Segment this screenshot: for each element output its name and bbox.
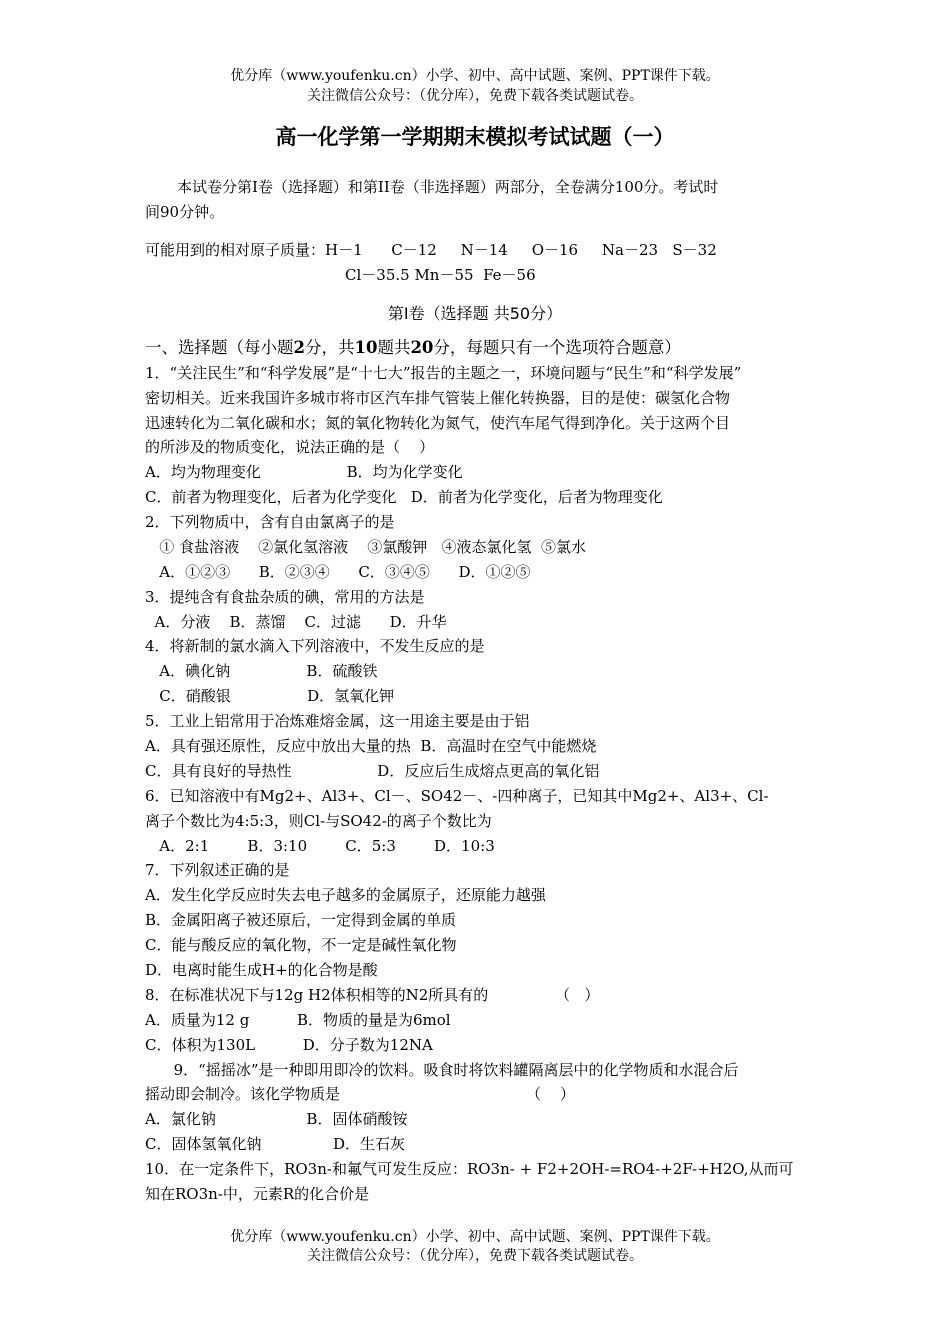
question-line: 摇动即会制冷。该化学物质是 （ ） — [145, 1085, 576, 1103]
question-line: A．发生化学反应时失去电子越多的金属原子，还原能力越强 — [145, 886, 546, 904]
question-line: D．电离时能生成H+的化合物是酸 — [145, 961, 378, 979]
question-line: A．均为物理变化 B．均为化学变化 — [145, 463, 463, 481]
footer-line-2: 关注微信公众号：（优分库），免费下载各类试题试卷。 — [307, 1248, 643, 1264]
question-line: 8．在标准状况下与12g H2体积相等的N2所具有的 （ ） — [145, 986, 600, 1004]
question-line: C．固体氢氧化钠 D．生石灰 — [145, 1135, 406, 1153]
question-line: 10．在一定条件下，RO3n-和氟气可发生反应：RO3n- + F2+2OH-=RO4-+2F-+H2O,从而可 — [145, 1160, 794, 1178]
question-line: A．①②③ B．②③④ C．③④⑤ D．①②⑤ — [145, 563, 531, 581]
question-line: 的所涉及的物质变化，说法正确的是（ ） — [145, 438, 435, 456]
section-title: 第Ⅰ卷（选择题 共50分） — [387, 304, 563, 323]
part-one-text-e: 题共 — [377, 338, 411, 357]
question-line: 迅速转化为二氧化碳和水；氮的氧化物转化为氮气，使汽车尾气得到净化。关于这两个目 — [145, 414, 731, 432]
question-line: 3．提纯含有食盐杂质的碘，常用的方法是 — [145, 588, 425, 606]
question-line: A．2:1 B．3:10 C．5:3 D．10:3 — [145, 837, 495, 855]
question-line: ① 食盐溶液 ②氯化氢溶液 ③氯酸钾 ④液态氯化氢 ⑤氯水 — [145, 538, 587, 556]
question-line: 6．已知溶液中有Mg2+、Al3+、Cl－、SO42－、-四种离子，已知其中Mg2+、Al3+、Cl- — [145, 787, 769, 805]
question-line: A．氯化钠 B．固体硝酸铵 — [145, 1110, 408, 1128]
question-line: A．具有强还原性，反应中放出大量的热 B．高温时在空气中能燃烧 — [145, 737, 597, 755]
part-one-total: 20 — [410, 338, 434, 357]
question-line: A．质量为12 g B．物质的量是为6mol — [145, 1011, 451, 1029]
part-one-heading — [145, 338, 681, 358]
part-one-text-a: 一、选择题（每小题 — [145, 338, 294, 357]
question-line: C．能与酸反应的氧化物，不一定是碱性氧化物 — [145, 936, 457, 954]
question-line: A．碘化钠 B．硫酸铁 — [145, 662, 378, 680]
question-line: B．金属阳离子被还原后，一定得到金属的单质 — [145, 911, 457, 929]
header-line-1: 优分库（www.youfenku.cn）小学、初中、高中试题、案例、PPT课件下载。 — [230, 68, 720, 84]
footer-line-1: 优分库（www.youfenku.cn）小学、初中、高中试题、案例、PPT课件下载。 — [230, 1229, 720, 1245]
question-line: A．分液 B．蒸馏 C．过滤 D．升华 — [145, 613, 447, 631]
intro-line-1: 本试卷分第I卷（选择题）和第II卷（非选择题）两部分，全卷满分100分。考试时 — [177, 178, 719, 196]
intro-line-2: 间90分钟。 — [145, 203, 225, 221]
part-one-score-per: 2 — [293, 338, 305, 357]
question-line: C．硝酸银 D．氢氧化钾 — [145, 687, 395, 705]
question-line: C．前者为物理变化，后者为化学变化 D．前者为化学变化，后者为物理变化 — [145, 488, 663, 506]
page-title: 高一化学第一学期期末模拟考试试题（一） — [275, 125, 675, 149]
part-one-count: 10 — [354, 338, 378, 357]
question-line: 4．将新制的氯水滴入下列溶液中，不发生反应的是 — [145, 637, 485, 655]
header-line-2: 关注微信公众号：（优分库），免费下载各类试题试卷。 — [307, 88, 643, 104]
question-line: 离子个数比为4:5:3，则Cl-与SO42-的离子个数比为 — [145, 812, 492, 830]
question-line: 1．“关注民生”和“科学发展”是“十七大”报告的主题之一，环境问题与“民生”和“科学发展” — [145, 364, 742, 382]
question-line: 5．工业上铝常用于冶炼难熔金属，这一用途主要是由于铝 — [145, 712, 530, 730]
question-line: 知在RO3n-中，元素R的化合价是 — [145, 1185, 370, 1203]
question-line: 密切相关。近来我国许多城市将市区汽车排气管装上催化转换器，目的是使：碳氢化合物 — [145, 389, 731, 407]
atomic-mass-line-1: 可能用到的相对原子质量：H－1 C－12 N－14 O－16 Na－23 S－32 — [145, 241, 717, 259]
question-line: C．具有良好的导热性 D．反应后生成熔点更高的氧化铝 — [145, 762, 600, 780]
question-line: 7．下列叙述正确的是 — [145, 861, 290, 879]
question-line: 9．“摇摇冰”是一种即用即冷的饮料。吸食时将饮料罐隔离层中的化学物质和水混合后 — [145, 1061, 739, 1079]
part-one-text-c: 分，共 — [304, 338, 355, 357]
part-one-text-g: 分，每题只有一个选项符合题意） — [433, 338, 681, 357]
atomic-mass-line-2: Cl－35.5 Mn－55 Fe－56 — [345, 266, 536, 284]
question-line: 2．下列物质中，含有自由氯离子的是 — [145, 513, 395, 531]
question-line: C．体积为130L D．分子数为12NA — [145, 1036, 433, 1054]
